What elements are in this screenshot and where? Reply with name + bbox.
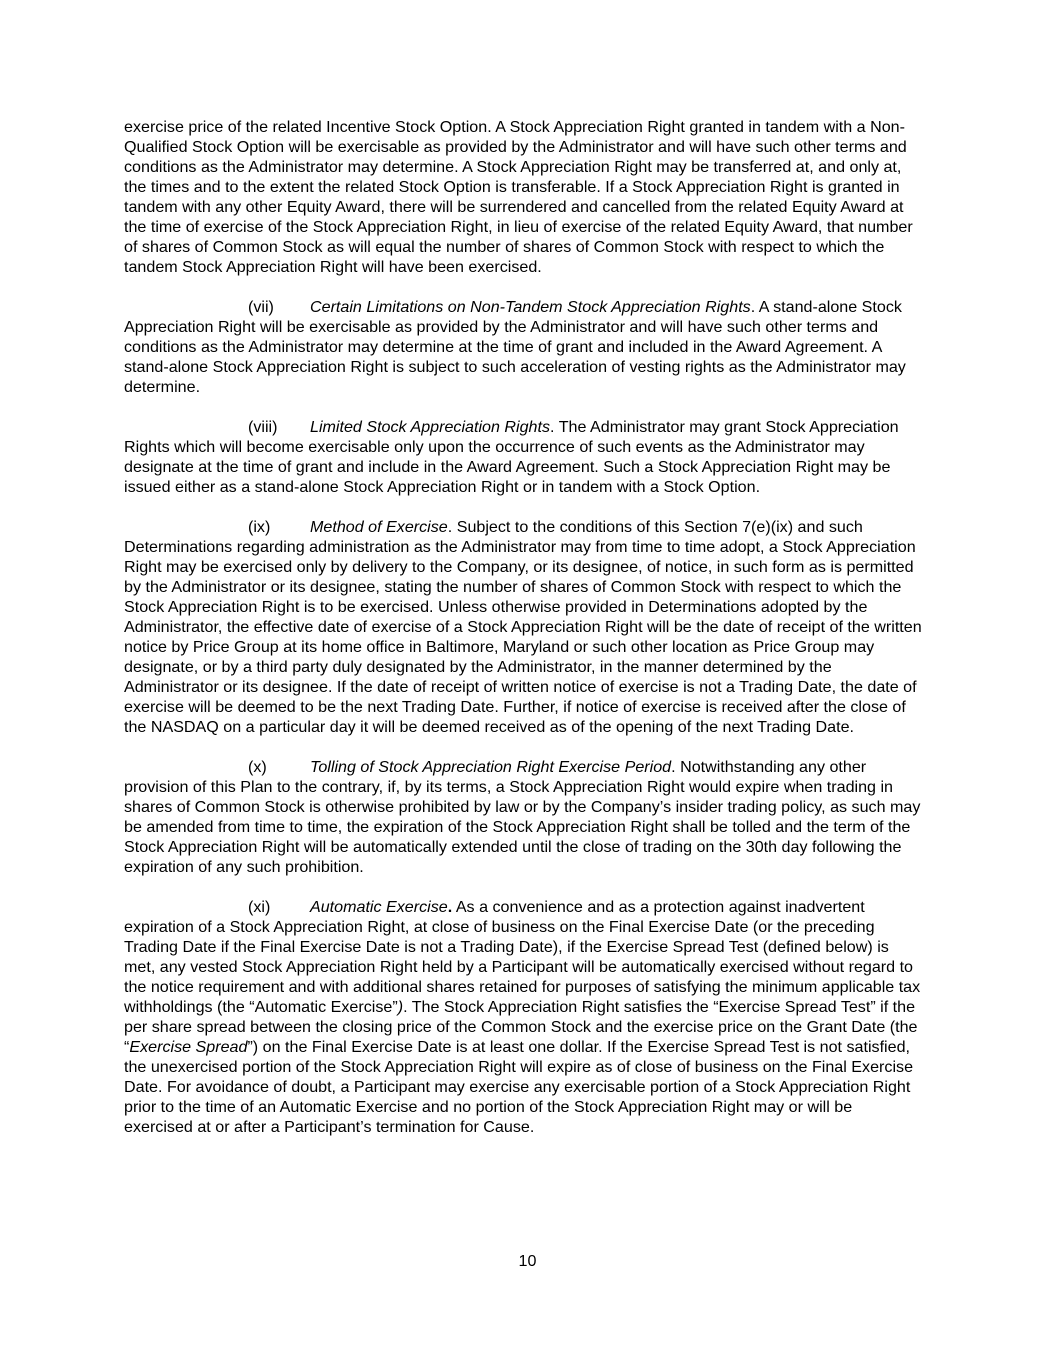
defined-term-exercise-spread: Exercise Spread [129, 1038, 248, 1056]
section-xi [124, 897, 924, 1137]
section-body-part3: ”) on the Final Exercise Date is at least one dollar. If the Exercise Spread Test is not satisfied, the unexercised portion of the Stock Appreciation Right will expire as of close of business on the Final Exercise Date. For avoidance of doubt, a Participant may exercise any exercisable portion of a Stock Appreciation Right prior to the time of an Automatic Exercise and no portion of the Stock Appreciation Right may or will be exercised at or after a Participant’s termination for Cause. [124, 1038, 914, 1136]
section-title-end: . [550, 418, 555, 436]
section-x [124, 757, 924, 877]
section-body: Notwithstanding any other provision of this Plan to the contrary, if, by its terms, a Stock Appreciation Right would expire when trading in shares of Common Stock is otherwise prohibited by law or by the Company’s insider trading policy, as such may be amended from time to time, the expiration of the Stock Appreciation Right shall be tolled and the term of the Stock Appreciation Right will be automatically extended until the close of trading on the 30th day following the expiration of any such prohibition. [124, 758, 921, 876]
document-page [124, 117, 924, 1157]
section-body-part2: . The Stock Appreciation Right satisfies the “Exercise Spread Test” if the per share spread between the closing price of the Common Stock and the exercise price on the Grant Date (the “ [124, 998, 918, 1056]
section-body: A stand-alone Stock Appreciation Right will be exercisable as provided by the Administrator and will have such other terms and conditions as the Administrator may determine at the time of grant and included in the Award Agreement. A stand-alone Stock Appreciation Right is subject to such acceleration of vesting rights as the Administrator may determine. [124, 298, 906, 396]
section-number: (xi) [248, 898, 271, 916]
section-title-end: . [447, 898, 453, 916]
section-title: Method of Exercise [310, 518, 448, 536]
section-number: (x) [248, 758, 267, 776]
section-vii [124, 297, 924, 397]
section-body-part1: As a convenience and as a protection against inadvertent expiration of a Stock Appreciation Right, at close of business on the Final Exercise Date (or the preceding Trading Date if the Final Exercise Date is not a Trading Date), if the Exercise Spread Test (defined below) is met, any vested Stock Appreciation Right held by a Participant will be automatically exercised without regard to the notice requirement and with additional shares retained for purposes of satisfying the minimum applicable tax withholdings (the “Automatic Exercise” [124, 898, 921, 1016]
section-number: (viii) [248, 418, 278, 436]
intro-paragraph [124, 117, 924, 277]
section-body-paren: ) [397, 998, 404, 1016]
section-body: Subject to the conditions of this Section 7(e)(ix) and such Determinations regarding administration as the Administrator may from time to time adopt, a Stock Appreciation Right may be exercised only by delivery to the Company, or its designee, of notice, in such form as is permitted by the Administrator or its designee, stating the number of shares of Common Stock with respect to which the Stock Appreciation Right is to be exercised. Unless otherwise provided in Determinations adopted by the Administrator, the effective date of exercise of a Stock Appreciation Right will be the date of receipt of the written notice by Price Group at its home office in Baltimore, Maryland or such other location as Price Group may designate, or by a third party duly designated by the Administrator, in the manner determined by the Administrator or its designee. If the date of receipt of written notice of exercise is not a Trading Date, the date of exercise will be deemed to be the next Trading Date. Further, if notice of exercise is received after the close of the NASDAQ on a particular day it will be deemed received as of the opening of the next Trading Date. [124, 518, 922, 736]
section-body: The Administrator may grant Stock Appreciation Rights which will become exercisable only upon the occurrence of such events as the Administrator may designate at the time of grant and include in the Award Agreement. Such a Stock Appreciation Right may be issued either as a stand-alone Stock Appreciation Right or in tandem with a Stock Option. [124, 418, 899, 496]
section-title-end: . [671, 758, 676, 776]
section-viii [124, 417, 924, 497]
section-title: Automatic Exercise [310, 898, 448, 916]
section-title: Limited Stock Appreciation Rights [310, 418, 551, 436]
intro-text: exercise price of the related Incentive Stock Option. A Stock Appreciation Right granted in tandem with a Non-Qualified Stock Option will be exercisable as provided by the Administrator and will have such other terms and conditions as the Administrator may determine. A Stock Appreciation Right may be transferred at, and only at, the times and to the extent the related Stock Option is transferable. If a Stock Appreciation Right is granted in tandem with any other Equity Award, there will be surrendered and cancelled from the related Equity Award at the time of exercise of the Stock Appreciation Right, in lieu of exercise of the related Equity Award, that number of shares of Common Stock as will equal the number of shares of Common Stock with respect to which the tandem Stock Appreciation Right will have been exercised. [124, 118, 913, 276]
section-title: Certain Limitations on Non-Tandem Stock Appreciation Rights [310, 298, 751, 316]
section-title-end: . [447, 518, 453, 536]
section-ix [124, 517, 924, 737]
section-title: Tolling of Stock Appreciation Right Exercise Period [310, 758, 672, 776]
page-number: 10 [518, 1252, 537, 1270]
section-number: (vii) [248, 298, 274, 316]
section-title-end: . [750, 298, 756, 316]
section-number: (ix) [248, 518, 271, 536]
